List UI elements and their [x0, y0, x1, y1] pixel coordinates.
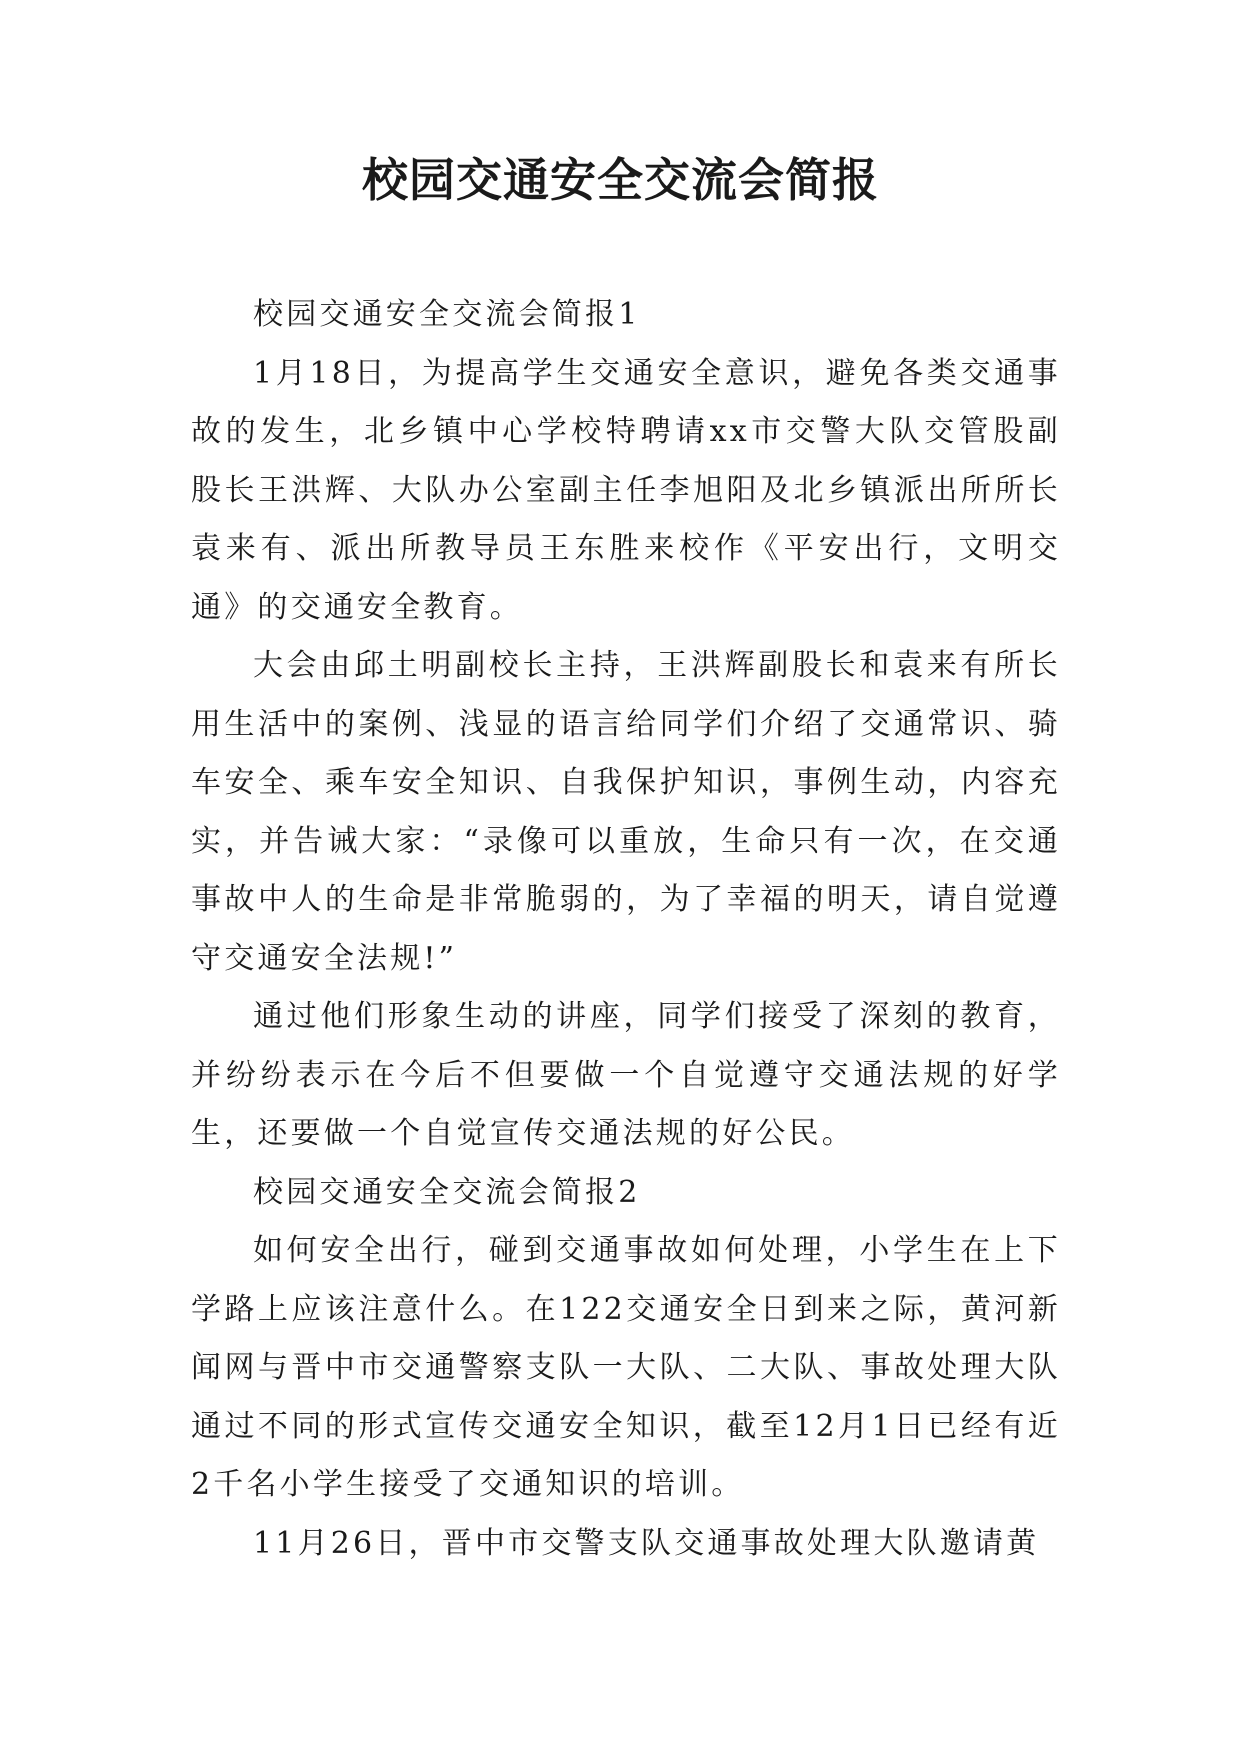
paragraph: 1月18日，为提高学生交通安全意识，避免各类交通事故的发生，北乡镇中心学校特聘请xx市交警大队交管股副股长王洪辉、大队办公室副主任李旭阳及北乡镇派出所所长袁来有、派出所教导员王东胜来校作《平安出行，文明交通》的交通安全教育。 [191, 355, 1061, 625]
document-body [191, 286, 1061, 1573]
section-heading-2: 校园交通安全交流会简报2 [253, 1174, 641, 1210]
document-title: 校园交通安全交流会简报 [362, 153, 879, 207]
paragraph: 如何安全出行，碰到交通事故如何处理，小学生在上下学路上应该注意什么。在122交通安全日到来之际，黄河新闻网与晋中市交通警察支队一大队、二大队、事故处理大队通过不同的形式宣传交通安全知识，截至12月1日已经有近2千名小学生接受了交通知识的培训。 [191, 1233, 1061, 1502]
paragraph: 11月26日，晋中市交警支队交通事故处理大队邀请黄 [253, 1525, 1040, 1561]
section-heading-1: 校园交通安全交流会简报1 [253, 297, 641, 332]
paragraph: 通过他们形象生动的讲座，同学们接受了深刻的教育，并纷纷表示在今后不但要做一个自觉遵守交通法规的好学生，还要做一个自觉宣传交通法规的好公民。 [191, 999, 1061, 1151]
paragraph: 大会由邱土明副校长主持，王洪辉副股长和袁来有所长用生活中的案例、浅显的语言给同学们介绍了交通常识、骑车安全、乘车安全知识、自我保护知识，事例生动，内容充实，并告诫大家：“录像可以重放，生命只有一次，在交通事故中人的生命是非常脆弱的，为了幸福的明天，请自觉遵守交通安全法规!” [191, 648, 1061, 976]
